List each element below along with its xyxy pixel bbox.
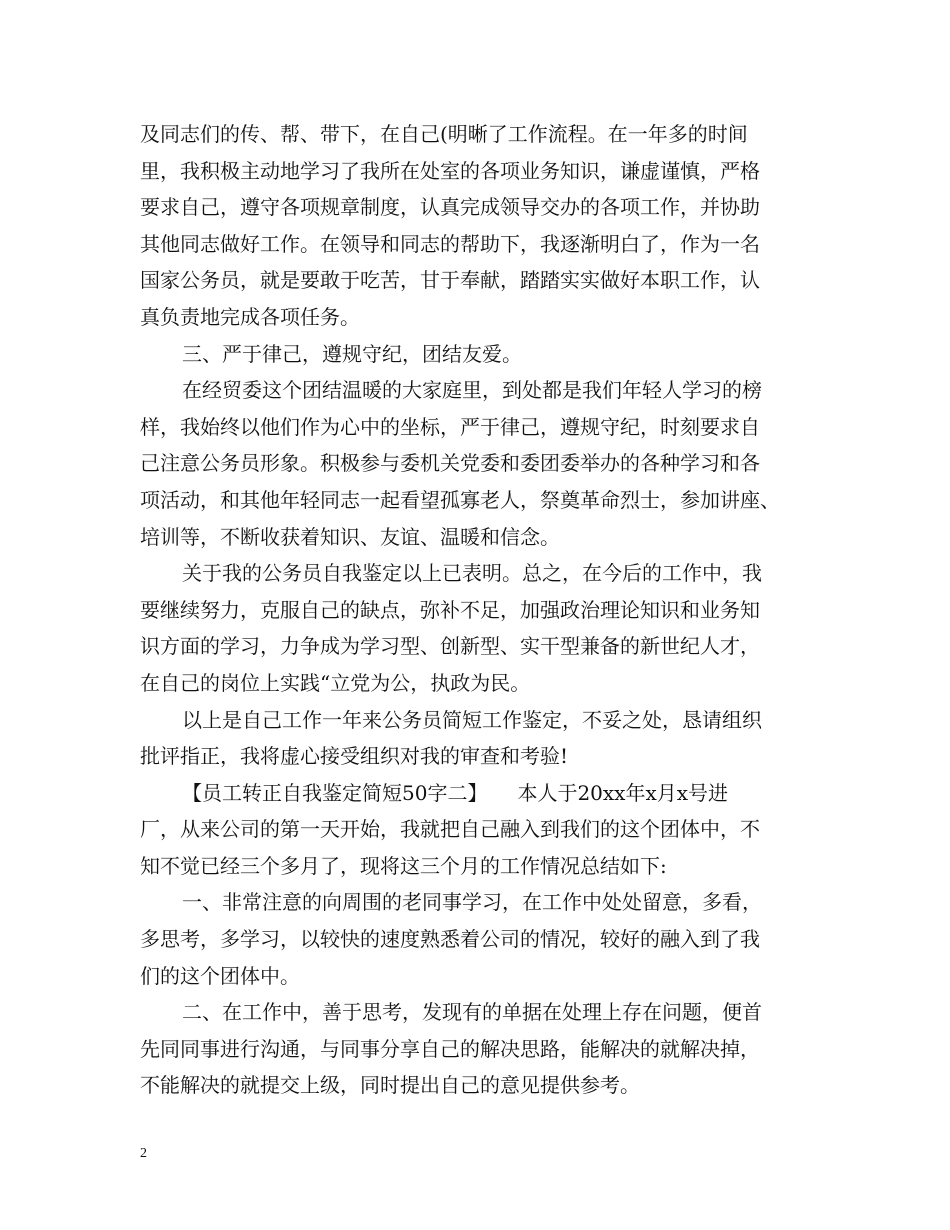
text-line: 三、严于律己，遵规守纪，团结友爱。 — [182, 341, 522, 366]
text-line: 二、在工作中，善于思考，发现有的单据在处理上存在问题，便首 — [182, 1000, 762, 1025]
text-line: 及同志们的传、帮、带下，在自己(明晰了工作流程。在一年多的时间 — [140, 122, 748, 146]
text-line: 【员工转正自我鉴定简短50字二】 本人于20xx年x月x号进 — [182, 780, 729, 805]
text-line: 批评指正，我将虚心接受组织对我的审查和考验! — [140, 744, 569, 769]
text-line: 在自己的岗位上实践“立党为公，执政为民。 — [140, 670, 531, 695]
document-body — [140, 116, 830, 1104]
text-line: 一、非常注意的向周围的老同事学习，在工作中处处留意，多看， — [182, 890, 762, 915]
text-line: 多思考，多学习，以较快的速度熟悉着公司的情况，较好的融入到了我 — [140, 927, 760, 952]
text-line: 里，我积极主动地学习了我所在处室的各项业务知识，谦虚谨慎，严格 — [140, 158, 760, 183]
text-line: 其他同志做好工作。在领导和同志的帮助下，我逐渐明白了，作为一名 — [140, 231, 760, 256]
text-line: 识方面的学习，力争成为学习型、创新型、实干型兼备的新世纪人才， — [140, 634, 760, 659]
text-line: 在经贸委这个团结温暖的大家庭里，到处都是我们年轻人学习的榜 — [182, 378, 762, 403]
text-line: 知不觉已经三个多月了，现将这三个月的工作情况总结如下: — [140, 853, 667, 878]
page-number: 2 — [140, 1146, 147, 1161]
text-line: 国家公务员，就是要敢于吃苦，甘于奉献，踏踏实实做好本职工作，认 — [140, 268, 760, 293]
text-line: 关于我的公务员自我鉴定以上已表明。总之，在今后的工作中，我 — [182, 561, 762, 586]
text-line: 厂，从来公司的第一天开始，我就把自己融入到我们的这个团体中，不 — [140, 817, 760, 842]
text-line: 要求自己，遵守各项规章制度，认真完成领导交办的各项工作，并协助 — [140, 195, 760, 220]
text-line: 培训等，不断收获着知识、友谊、温暖和信念。 — [140, 524, 560, 549]
text-line: 要继续努力，克服自己的缺点，弥补不足，加强政治理论知识和业务知 — [140, 597, 760, 622]
text-line: 真负责地完成各项任务。 — [140, 304, 360, 329]
text-line: 先同同事进行沟通，与同事分享自己的解决思路，能解决的就解决掉， — [140, 1036, 760, 1061]
text-line: 项活动，和其他年轻同志一起看望孤寡老人，祭奠革命烈士，参加讲座、 — [140, 487, 780, 512]
text-line: 样，我始终以他们作为心中的坐标，严于律己，遵规守纪，时刻要求自 — [140, 414, 760, 439]
text-line: 们的这个团体中。 — [140, 963, 300, 988]
text-line: 以上是自己工作一年来公务员简短工作鉴定，不妥之处，恳请组织 — [182, 707, 762, 732]
text-line: 己注意公务员形象。积极参与委机关党委和委团委举办的各种学习和各 — [140, 451, 760, 476]
text-line: 不能解决的就提交上级，同时提出自己的意见提供参考。 — [140, 1073, 640, 1098]
